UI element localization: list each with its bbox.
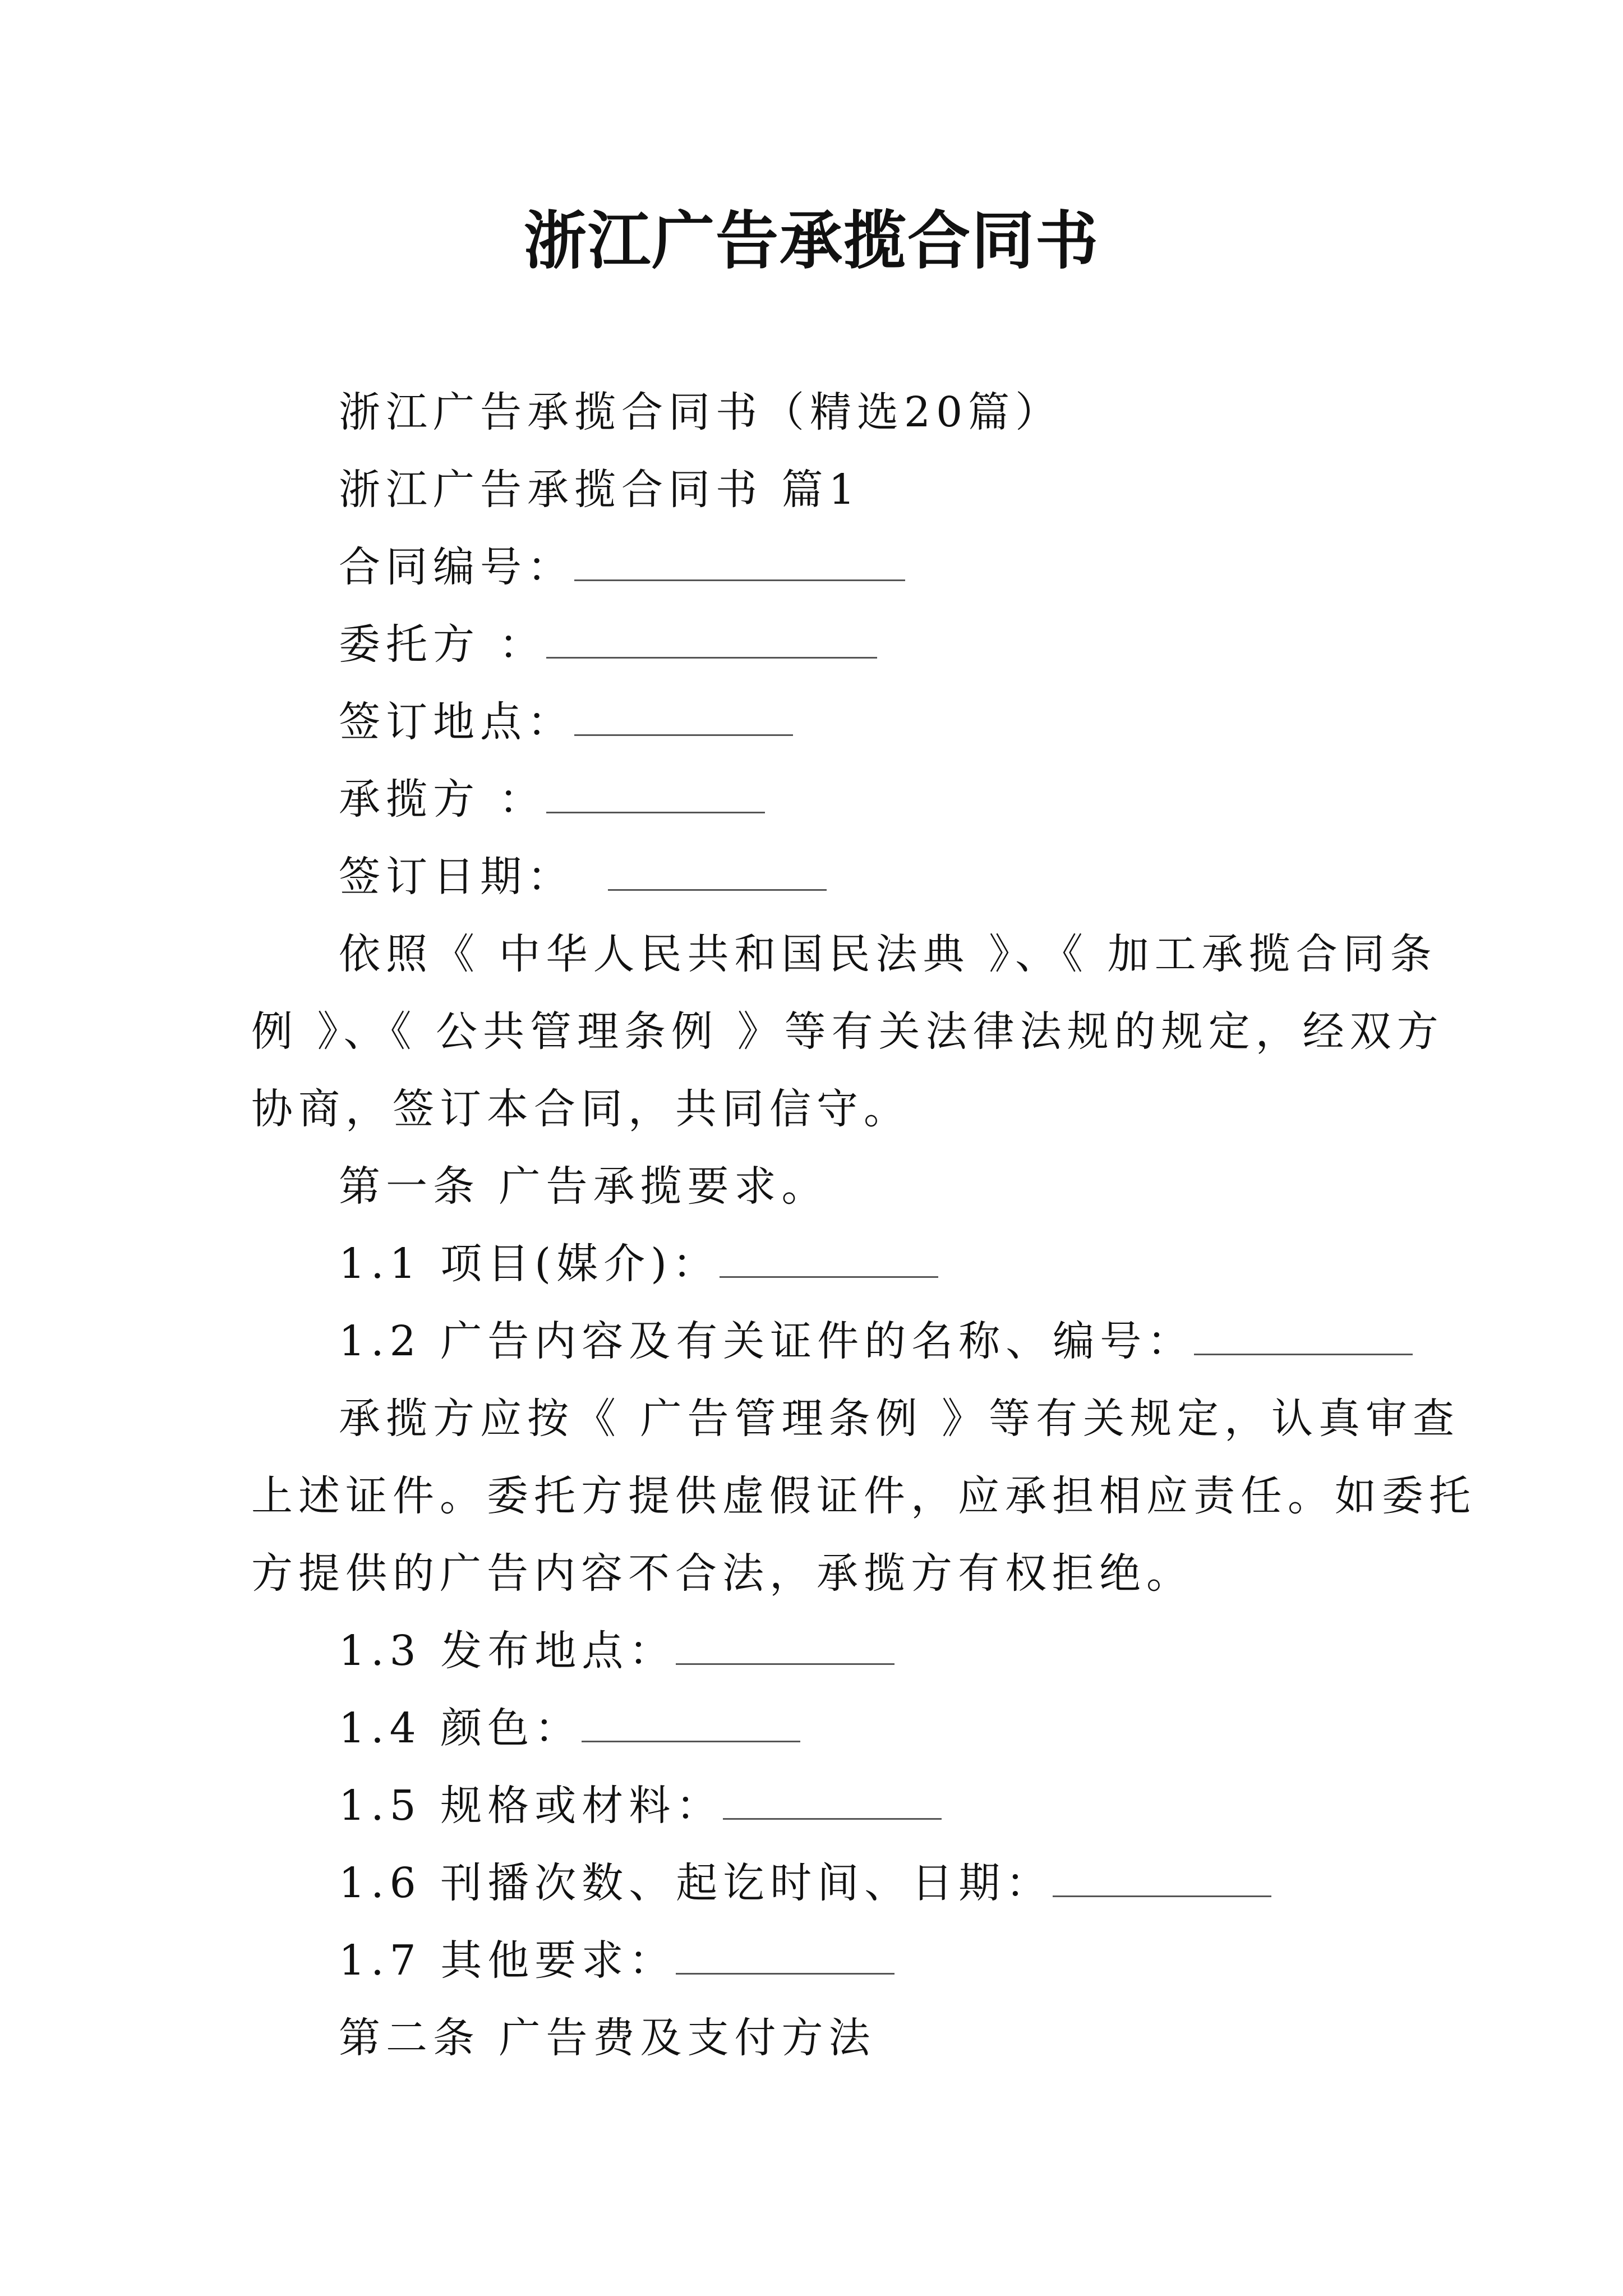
item-label: 1.3 发布地点： [339, 1627, 676, 1675]
field-client [339, 616, 877, 673]
document-subtitle: 浙江广告承揽合同书（精选20篇） [339, 388, 1063, 436]
blank-line [546, 777, 765, 813]
field-sign-date [339, 849, 827, 905]
section-heading: 浙江广告承揽合同书 篇1 [339, 466, 861, 514]
blank-line [546, 622, 877, 659]
field-label: 承揽方 ： [339, 775, 546, 823]
article-1-para-line-2: 上述证件。委托方提供虚假证件，应承担相应责任。如委托 [251, 1472, 1476, 1520]
item-label: 1.1 项目(媒介)： [339, 1240, 720, 1288]
field-contractor [339, 771, 765, 827]
blank-line [1194, 1319, 1413, 1355]
article-1-para-line-1: 承揽方应按《 广告管理条例 》等有关规定，认真审查 [339, 1395, 1460, 1443]
preamble-line-2: 例 》、《 公共管理条例 》等有关法律法规的规定，经双方 [251, 1007, 1444, 1056]
blank-line [582, 1706, 800, 1742]
blank-line [574, 545, 905, 581]
blank-line [574, 700, 793, 736]
item-1-2 [339, 1313, 1413, 1369]
article-2-heading: 第二条 广告费及支付方法 [339, 2014, 876, 2062]
blank-line [608, 854, 827, 891]
item-label: 1.7 其他要求： [339, 1936, 676, 1985]
item-label: 1.6 刊播次数、起讫时间、日期： [339, 1859, 1053, 1907]
article-1-para-line-3: 方提供的广告内容不合法，承揽方有权拒绝。 [251, 1549, 1193, 1598]
field-label: 签订地点： [339, 698, 574, 746]
blank-line [720, 1241, 938, 1278]
item-1-7 [339, 1932, 895, 1989]
item-label: 1.2 广告内容及有关证件的名称、编号： [339, 1317, 1195, 1365]
document-title: 浙江广告承揽合同书 [524, 205, 1099, 278]
item-1-6 [339, 1855, 1271, 1911]
article-1-heading: 第一条 广告承揽要求。 [339, 1162, 829, 1211]
blank-line [676, 1938, 895, 1975]
item-1-4 [339, 1700, 800, 1756]
blank-line [676, 1628, 895, 1665]
field-label: 合同编号： [339, 543, 574, 591]
item-label: 1.5 规格或材料： [339, 1782, 723, 1830]
blank-line [1053, 1861, 1271, 1897]
field-label: 签订日期： [339, 853, 574, 901]
field-label: 委托方 ： [339, 620, 546, 669]
preamble-line-1: 依照《 中华人民共和国民法典 》、《 加工承揽合同条 [339, 930, 1437, 978]
item-1-3 [339, 1623, 895, 1679]
preamble-line-3: 协商，签订本合同，共同信守。 [251, 1085, 911, 1133]
item-1-1 [339, 1236, 938, 1292]
field-sign-place [339, 694, 793, 750]
blank-line [723, 1783, 942, 1820]
item-label: 1.4 颜色： [339, 1704, 582, 1752]
item-1-5 [339, 1778, 942, 1834]
field-contract-no [339, 539, 905, 595]
